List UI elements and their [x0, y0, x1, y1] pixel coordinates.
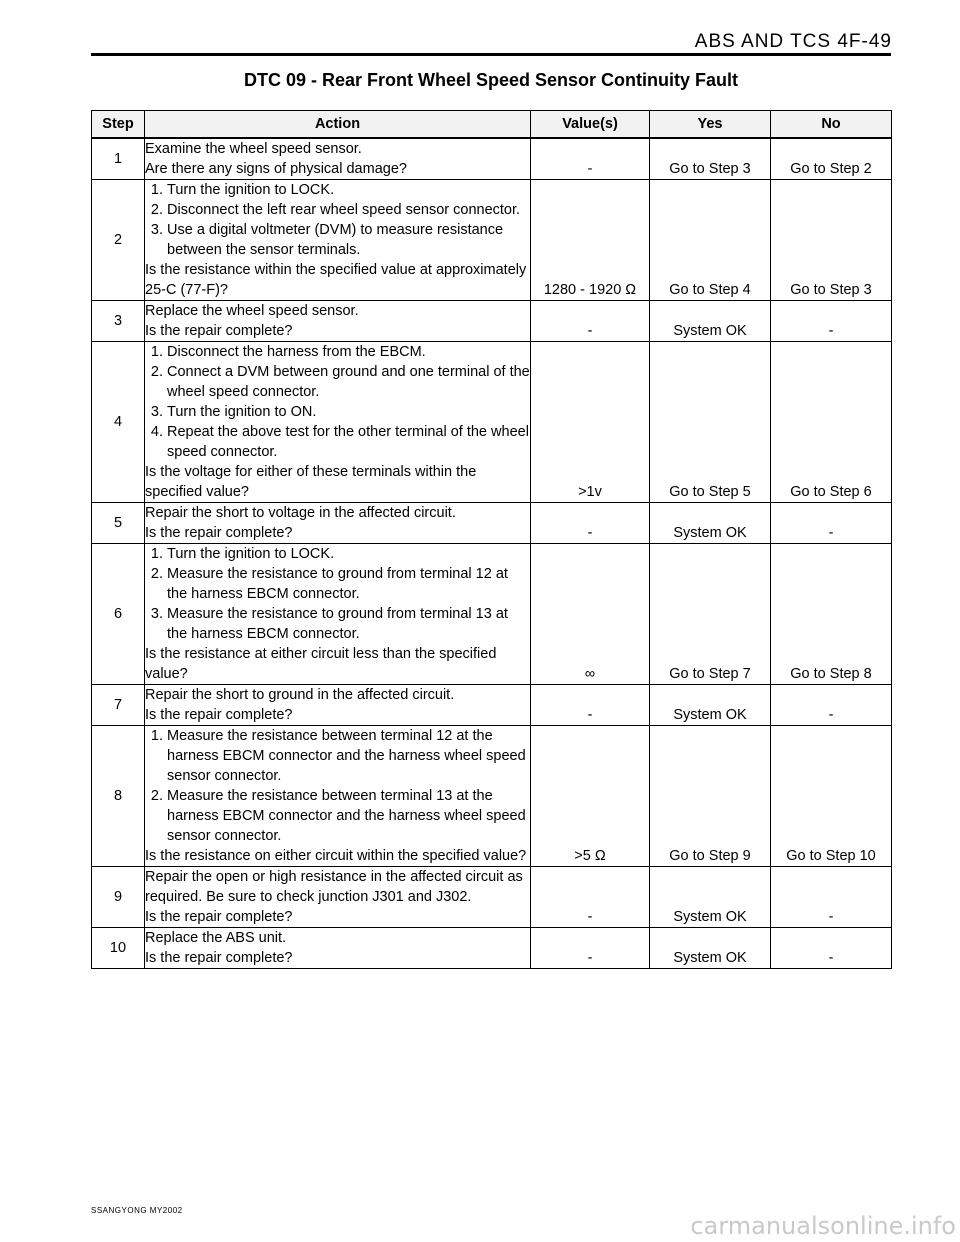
no-cell: Go to Step 8 — [771, 544, 892, 685]
action-cell — [145, 301, 531, 342]
table-row — [92, 342, 892, 503]
table-row — [92, 180, 892, 301]
step-number: 10 — [92, 928, 145, 969]
table-row — [92, 138, 892, 180]
action-step: 2. Measure the resistance between terminal 13 at the harness EBCM connector and the harness wheel speed sensor connector. — [167, 786, 530, 846]
yes-cell: System OK — [650, 867, 771, 928]
action-step: 1. Disconnect the harness from the EBCM. — [167, 342, 530, 362]
action-step: 4. Repeat the above test for the other terminal of the wheel speed connector. — [167, 422, 530, 462]
table-row — [92, 544, 892, 685]
column-header-yes: Yes — [650, 111, 771, 139]
action-text: Examine the wheel speed sensor. — [145, 141, 362, 157]
action-text: Repair the short to ground in the affected circuit. — [145, 687, 455, 703]
step-number: 3 — [92, 301, 145, 342]
no-cell: - — [771, 867, 892, 928]
action-steps-list — [145, 544, 530, 644]
header-divider — [91, 53, 891, 56]
action-cell — [145, 544, 531, 685]
no-cell: Go to Step 3 — [771, 180, 892, 301]
no-cell: - — [771, 503, 892, 544]
action-step: 1. Turn the ignition to LOCK. — [167, 544, 530, 564]
action-question: Is the repair complete? — [145, 707, 293, 723]
step-number: 6 — [92, 544, 145, 685]
action-text: Replace the ABS unit. — [145, 930, 287, 946]
yes-cell: Go to Step 3 — [650, 138, 771, 180]
value-cell: - — [531, 867, 650, 928]
action-question: Is the repair complete? — [145, 950, 293, 966]
action-step: 2. Connect a DVM between ground and one terminal of the wheel speed connector. — [167, 362, 530, 402]
action-text: Repair the open or high resistance in the affected circuit as required. Be sure to check junction J301 and J302. — [145, 869, 523, 905]
step-number: 1 — [92, 138, 145, 180]
action-cell — [145, 867, 531, 928]
value-cell: ∞ — [531, 544, 650, 685]
action-cell — [145, 503, 531, 544]
table-row — [92, 928, 892, 969]
value-cell: >1v — [531, 342, 650, 503]
step-number: 7 — [92, 685, 145, 726]
action-cell — [145, 726, 531, 867]
yes-cell: Go to Step 9 — [650, 726, 771, 867]
action-question: Is the resistance at either circuit less than the specified value? — [145, 646, 497, 682]
step-number: 5 — [92, 503, 145, 544]
no-cell: Go to Step 10 — [771, 726, 892, 867]
diagnostic-table — [91, 110, 892, 969]
no-cell: Go to Step 6 — [771, 342, 892, 503]
table-row — [92, 867, 892, 928]
step-number: 4 — [92, 342, 145, 503]
action-cell — [145, 342, 531, 503]
action-question: Is the repair complete? — [145, 323, 293, 339]
value-cell: - — [531, 928, 650, 969]
value-cell: - — [531, 301, 650, 342]
action-steps-list — [145, 342, 530, 462]
action-question: Are there any signs of physical damage? — [145, 161, 407, 177]
no-cell: - — [771, 301, 892, 342]
action-step: 3. Use a digital voltmeter (DVM) to measure resistance between the sensor terminals. — [167, 220, 530, 260]
step-number: 8 — [92, 726, 145, 867]
value-cell: - — [531, 503, 650, 544]
table-body — [92, 138, 892, 969]
column-header-values: Value(s) — [531, 111, 650, 139]
no-cell: - — [771, 928, 892, 969]
action-step: 3. Measure the resistance to ground from terminal 13 at the harness EBCM connector. — [167, 604, 530, 644]
action-cell — [145, 685, 531, 726]
value-cell: 1280 - 1920 Ω — [531, 180, 650, 301]
value-cell: >5 Ω — [531, 726, 650, 867]
action-question: Is the repair complete? — [145, 909, 293, 925]
page-header-title: ABS AND TCS 4F-49 — [694, 31, 892, 52]
action-cell — [145, 180, 531, 301]
action-text: Replace the wheel speed sensor. — [145, 303, 359, 319]
no-cell: - — [771, 685, 892, 726]
action-step: 3. Turn the ignition to ON. — [167, 402, 530, 422]
action-steps-list — [145, 180, 530, 260]
action-question: Is the repair complete? — [145, 525, 293, 541]
yes-cell: System OK — [650, 301, 771, 342]
no-cell: Go to Step 2 — [771, 138, 892, 180]
action-text: Repair the short to voltage in the affected circuit. — [145, 505, 456, 521]
watermark: carmanualsonline.info — [690, 1212, 956, 1240]
footer-text: SSANGYONG MY2002 — [91, 1206, 183, 1215]
table-row — [92, 685, 892, 726]
value-cell: - — [531, 685, 650, 726]
action-step: 1. Measure the resistance between terminal 12 at the harness EBCM connector and the harness wheel speed sensor connector. — [167, 726, 530, 786]
table-header-row — [92, 111, 892, 139]
value-cell: - — [531, 138, 650, 180]
action-steps-list — [145, 726, 530, 846]
yes-cell: Go to Step 7 — [650, 544, 771, 685]
table-row — [92, 301, 892, 342]
action-question: Is the resistance on either circuit within the specified value? — [145, 848, 527, 864]
yes-cell: Go to Step 5 — [650, 342, 771, 503]
action-cell — [145, 928, 531, 969]
yes-cell: Go to Step 4 — [650, 180, 771, 301]
action-question: Is the resistance within the specified value at approximately 25-C (77-F)? — [145, 262, 527, 298]
action-step: 1. Turn the ignition to LOCK. — [167, 180, 530, 200]
column-header-no: No — [771, 111, 892, 139]
table-row — [92, 503, 892, 544]
yes-cell: System OK — [650, 503, 771, 544]
column-header-step: Step — [92, 111, 145, 139]
document-title: DTC 09 - Rear Front Wheel Speed Sensor Continuity Fault — [243, 70, 739, 90]
action-step: 2. Disconnect the left rear wheel speed sensor connector. — [167, 200, 530, 220]
yes-cell: System OK — [650, 685, 771, 726]
column-header-action: Action — [145, 111, 531, 139]
yes-cell: System OK — [650, 928, 771, 969]
step-number: 2 — [92, 180, 145, 301]
action-cell — [145, 138, 531, 180]
action-question: Is the voltage for either of these terminals within the specified value? — [145, 464, 477, 500]
action-step: 2. Measure the resistance to ground from terminal 12 at the harness EBCM connector. — [167, 564, 530, 604]
table-row — [92, 726, 892, 867]
step-number: 9 — [92, 867, 145, 928]
